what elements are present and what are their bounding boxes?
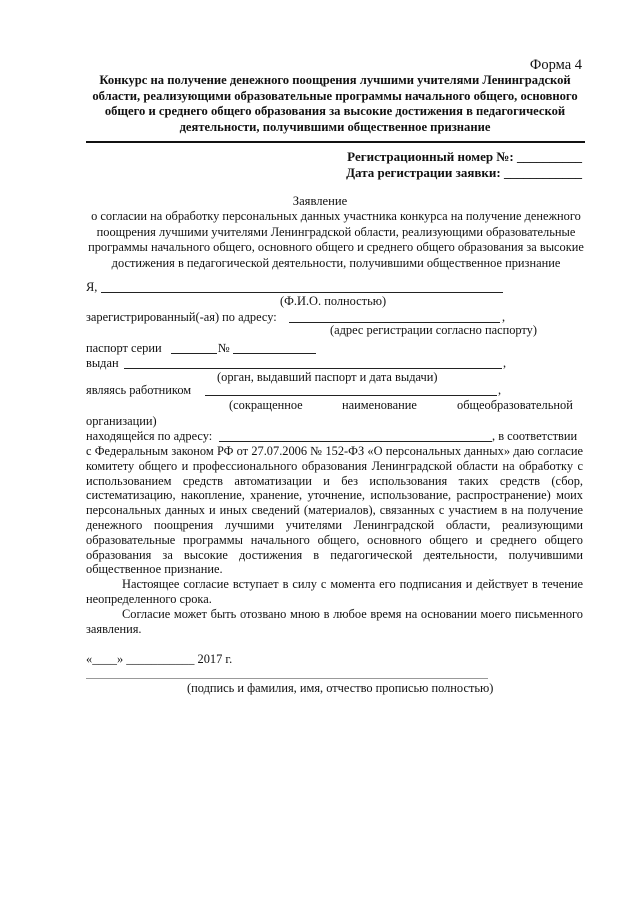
registration-date: Дата регистрации заявки: ____________ [346, 165, 582, 180]
signature-field[interactable] [86, 678, 488, 679]
i-label: Я, [86, 280, 98, 294]
date-line: «____» ___________ 2017 г. [86, 652, 233, 666]
contest-title: Конкурс на получение денежного поощрения лучшими учителями Ленинградской области, реализующими образовательные программы начального общего, основного общего и среднего общего образования за высокие достижения в педагогической деятельности, получившими общественное признание [92, 73, 578, 134]
employee-label: являясь работником [86, 383, 192, 397]
org-hint-3: общеобразовательной [457, 398, 573, 412]
statement-subject: о согласии на обработку персональных данных участника конкурса на получение денежного поощрения лучшими учителями Ленинградской области, реализующими образовательные программы начального общего, основного общего и среднего общего образования за высокие достижения в педагогической деятельности, получившими общественное признание [88, 209, 584, 270]
consent-text: с Федеральным законом РФ от 27.07.2006 № 152-ФЗ «О персональных данных» даю согласие комитету общего и профессионального образования Ленинградской области на обработку с использованием средств автоматизации и без использования таких средств (сбор, систематизацию, накопление, хранение, уточнение, использование, распространение) моих персональных данных и иных сведений (материалов), связанных с участием в на получение денежного поощрения лучшими учителями Ленинградской области, реализующими образовательные программы начального общего, основного общего и среднего общего образования за высокие достижения в педагогической деятельности, получившими общественное признание. [86, 444, 583, 577]
issuer-field[interactable] [124, 368, 502, 369]
form-number: Форма 4 [529, 57, 582, 73]
org-hint-2: наименование [342, 398, 417, 412]
org-hint-1: (сокращенное [229, 398, 303, 412]
organization-field[interactable] [205, 395, 497, 396]
signature-hint: (подпись и фамилия, имя, отчество прописью полностью) [187, 681, 494, 695]
issuer-comma: , [503, 356, 507, 370]
passport-number-label: № [218, 341, 230, 355]
statement-heading: Заявление [292, 194, 348, 208]
revocation-text: Согласие может быть отозвано мною в любое время на основании моего письменного заявления. [86, 607, 583, 636]
registered-label: зарегистрированный(-ая) по адресу: [86, 310, 277, 324]
located-label: находящейся по адресу: [86, 429, 213, 443]
fio-field[interactable] [101, 292, 503, 293]
fio-hint: (Ф.И.О. полностью) [280, 294, 387, 308]
passport-number-field[interactable] [233, 353, 316, 354]
passport-series-field[interactable] [171, 353, 217, 354]
registration-number: Регистрационный номер №: __________ [347, 149, 582, 164]
org-hint-4: организации) [86, 414, 157, 428]
passport-series-label: паспорт серии [86, 341, 162, 355]
address-hint: (адрес регистрации согласно паспорту) [330, 323, 538, 337]
organization-comma: , [498, 383, 502, 397]
accordance-label: , в соответствии [492, 429, 578, 443]
issuer-hint: (орган, выдавший паспорт и дата выдачи) [217, 370, 438, 384]
header-divider [86, 141, 585, 143]
organization-address-field[interactable] [219, 441, 492, 442]
address-comma: , [502, 310, 506, 324]
issued-label: выдан [86, 356, 119, 370]
validity-text: Настоящее согласие вступает в силу с момента его подписания и действует в течение неопределенного срока. [86, 577, 583, 606]
